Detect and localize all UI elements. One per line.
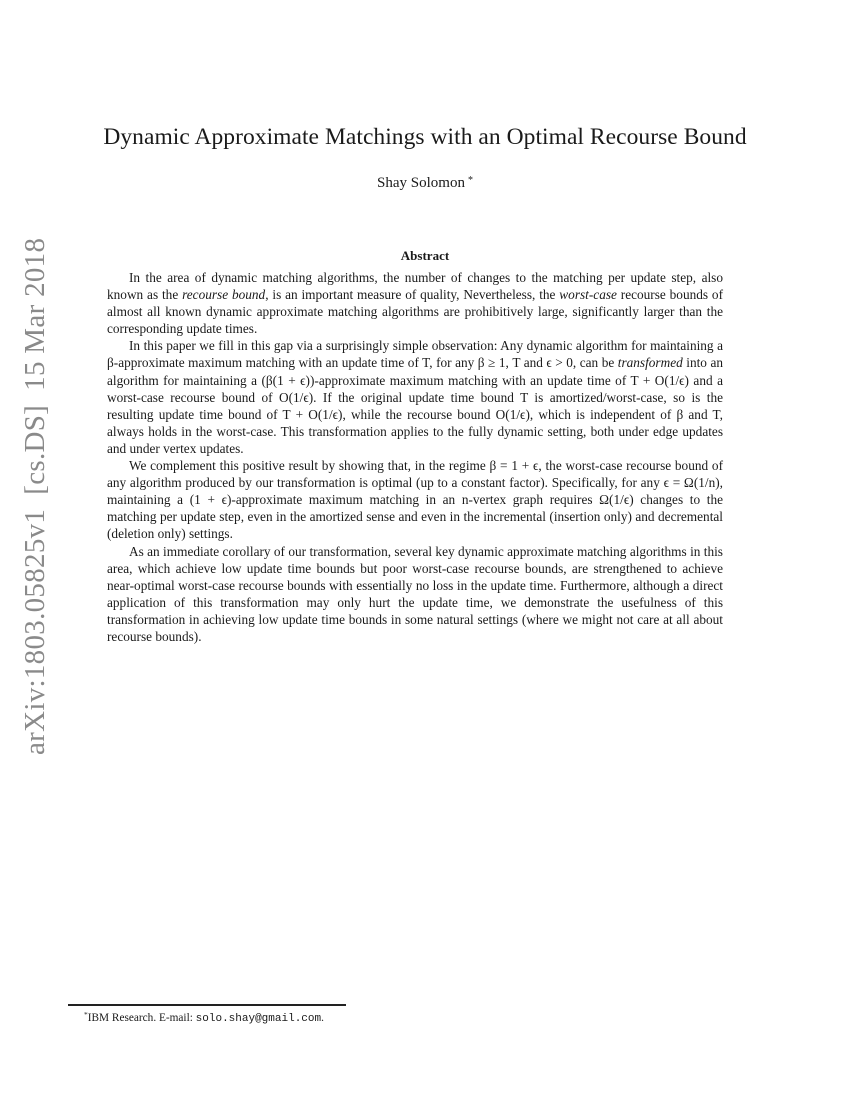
text-run: recourse bounds of almost all known dynamic approximate matching algorithms are prohibitively large, significantly larger than the corresponding update times. [107, 287, 723, 337]
abstract-paragraph-3: We complement this positive result by showing that, in the regime β = 1 + ϵ, the worst-case recourse bound of any algorithm produced by our transformation is optimal (up to a constant factor). Specifically, for any ϵ = Ω(1/n), maintaining a (1 + ϵ)-approximate maximum matching in an n-vertex graph requires Ω(1/ϵ) changes to the matching per update step, even in the amortized sense and even in the incremental (insertion only) and decremental (deletion only) settings. [107, 458, 723, 542]
emphasis: recourse bound [182, 287, 266, 303]
footnote [84, 1010, 324, 1025]
text-run: , is an important measure of quality, Nevertheless, the [265, 287, 560, 303]
arxiv-stamp [19, 237, 52, 755]
abstract-paragraph-4: As an immediate corollary of our transformation, several key dynamic approximate matching algorithms in this area, which achieve low update time bounds but poor worst-case recourse bounds, are strengthened to achieve near-optimal worst-case recourse bounds with essentially no loss in the update time. Furthermore, although a direct application of this transformation may only hurt the update time, we demonstrate the usefulness of this transformation in achieving low update time bounds in some natural settings (where we might not care at all about recourse bounds). [107, 543, 723, 644]
author-name: Shay Solomon [377, 175, 465, 191]
abstract-body [107, 269, 723, 645]
text-run: In this paper we fill in this gap via a surprisingly simple observation: Any dynamic algorithm for maintaining a β-approximate maximum matching with an update time of T, for any β ≥ 1, T and ϵ > 0, can be [107, 338, 723, 371]
abstract-heading: Abstract [400, 248, 450, 263]
paper-author [0, 175, 850, 192]
text-run: In the area of dynamic matching algorithms, the number of changes to the matching per update step, also known as the [107, 270, 723, 303]
arxiv-category: [cs.DS] [19, 404, 51, 495]
author-footnote-mark: * [467, 175, 473, 186]
abstract-paragraph-2 [107, 337, 723, 457]
email-link[interactable]: solo.shay@gmail.com [195, 1013, 322, 1025]
text-run: into an algorithm for maintaining a (β(1 + ϵ))-approximate maximum matching with an update time of T + O(1/ϵ) and a worst-case recourse bound of O(1/ϵ). If the original update time bound T is amortized/worst-case, so is the resulting update time bound of T + O(1/ϵ), while the recourse bound O(1/ϵ), which is independent of β and T, always holds in the worst-case. This transformation applies to the fully dynamic setting, both under edge updates and under vertex updates. [107, 355, 723, 456]
paper-title: Dynamic Approximate Matchings with an Optimal Recourse Bound [103, 124, 747, 150]
footnote-text: IBM Research. E-mail: [87, 1012, 196, 1024]
footnote-mark: * [84, 1010, 88, 1019]
footnote-rule [68, 1004, 346, 1006]
arxiv-id: arXiv:1803.05825v1 [19, 508, 51, 755]
emphasis: worst-case [559, 287, 617, 303]
abstract-paragraph-1 [107, 269, 723, 337]
footnote-end: . [321, 1012, 324, 1024]
emphasis: transformed [617, 355, 683, 371]
arxiv-date: 15 Mar 2018 [19, 237, 51, 391]
